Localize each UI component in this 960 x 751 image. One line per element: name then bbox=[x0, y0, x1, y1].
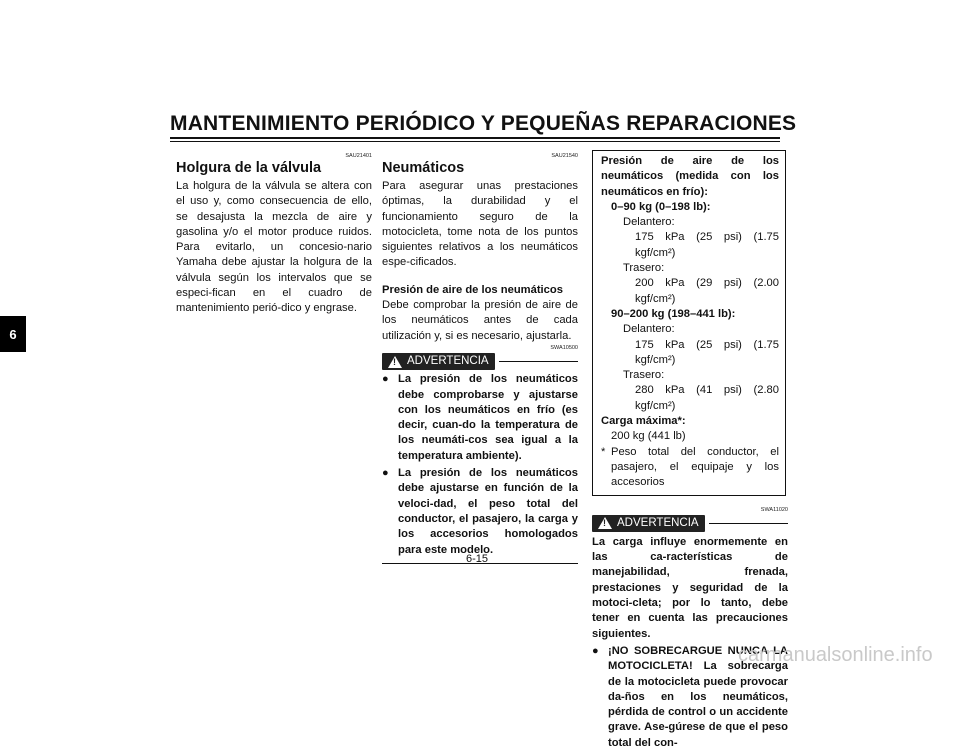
bullet-icon: ● bbox=[592, 644, 599, 657]
warning-code: SWA10500 bbox=[550, 344, 578, 351]
column-valve-clearance bbox=[176, 152, 372, 317]
section-code: SAU21540 bbox=[551, 153, 578, 159]
warning-badge bbox=[382, 353, 495, 370]
chapter-tab: 6 bbox=[0, 316, 26, 352]
page-number: 6-15 bbox=[466, 553, 489, 565]
load-range-1: 0–90 kg (0–198 lb): bbox=[611, 200, 711, 213]
subsection-heading: Presión de aire de los neumáticos bbox=[382, 283, 563, 296]
max-load-value: 200 kg (441 lb) bbox=[611, 430, 686, 443]
section-body: La holgura de la válvula se altera con el uso y, como consecuencia de ello, se desajusta la mezcla de aire y gasolina y/o el motor produce ruidos. Para evitarlo, un concesio-nario Yamaha debe ajustar la holgura de la válvula según los intervalos que se especi-fican en el cuadro de mantenimiento perió-dico y engrase. bbox=[176, 180, 372, 315]
bullet-icon: ● bbox=[382, 467, 389, 480]
front-pressure-1: 175 kPa (25 psi) (1.75 kgf/cm²) bbox=[635, 231, 779, 259]
bullet-text: La presión de los neumáticos debe comprobarse y ajustarse con los neumáticos en frío (es decir, cuan-do la temperatura de los neumáti-cos sea igual a la temperatura ambiente). bbox=[398, 373, 578, 462]
warning-header bbox=[592, 515, 788, 532]
bullet-text: ¡NO SOBRECARGUE NUNCA LA MOTOCICLETA! La sobrecarga de la motocicleta puede provocar da-ños en los neumáticos, pérdida de control o un accidente grave. Ase-gúrese de que el peso total del con- bbox=[608, 644, 788, 749]
front-label: Delantero: bbox=[623, 323, 675, 336]
column-tires bbox=[382, 152, 578, 564]
section-heading: Holgura de la válvula bbox=[176, 160, 322, 176]
warning-triangle-icon bbox=[598, 517, 612, 529]
rear-pressure-1: 200 kPa (29 psi) (2.00 kgf/cm²) bbox=[635, 277, 779, 305]
bullet-icon: ● bbox=[382, 373, 389, 386]
subsection-body: Debe comprobar la presión de aire de los neumáticos antes de cada utilización y, si es necesario, ajustarla. bbox=[382, 299, 578, 342]
front-pressure-2: 175 kPa (25 psi) (1.75 kgf/cm²) bbox=[635, 338, 779, 366]
rear-label: Trasero: bbox=[623, 369, 665, 382]
front-label: Delantero: bbox=[623, 216, 675, 229]
footnote-text: Peso total del conductor, el pasajero, el equipaje y los accesorios bbox=[611, 445, 779, 489]
warning-code: SWA11020 bbox=[760, 506, 788, 513]
max-load-label: Carga máxima*: bbox=[601, 415, 686, 428]
warning-label: ADVERTENCIA bbox=[617, 516, 699, 529]
warning-text: La carga influye enormemente en las ca-racterísticas de manejabilidad, frenada, prestaciones y seguridad de la motoci-cleta; por lo tanto, debe tener en cuenta las precauciones siguientes. bbox=[592, 535, 788, 640]
bullet-text: La presión de los neumáticos debe ajustarse en función de la veloci-dad, el peso total del conductor, el pasajero, la carga y los accesorios homologados para este modelo. bbox=[398, 467, 578, 556]
header-rule-thin bbox=[170, 141, 780, 142]
tire-pressure-spec-box bbox=[592, 150, 786, 496]
watermark: carmanualsonline.info bbox=[738, 644, 933, 666]
warning-triangle-icon bbox=[388, 356, 402, 368]
warning-bullet bbox=[382, 466, 578, 558]
section-code: SAU21401 bbox=[345, 153, 372, 159]
spec-title: Presión de aire de los neumáticos (medida con los neumáticos en frío): bbox=[601, 155, 779, 198]
section-heading: Neumáticos bbox=[382, 160, 465, 176]
section-intro: Para asegurar unas prestaciones óptimas, la durabilidad y el funcionamiento seguro de la motocicleta, tome nota de los puntos siguientes relativos a los neumáticos espe-cificados. bbox=[382, 180, 578, 269]
warning-label: ADVERTENCIA bbox=[407, 354, 489, 367]
warning-badge bbox=[592, 515, 705, 532]
footnote bbox=[601, 445, 779, 491]
warning-rule bbox=[499, 361, 578, 362]
load-range-2: 90–200 kg (198–441 lb): bbox=[611, 307, 736, 320]
rear-pressure-2: 280 kPa (41 psi) (2.80 kgf/cm²) bbox=[635, 384, 779, 412]
footnote-mark: * bbox=[601, 445, 606, 458]
header-rule bbox=[170, 137, 780, 139]
rear-label: Trasero: bbox=[623, 262, 665, 275]
page-header-title: MANTENIMIENTO PERIÓDICO Y PEQUEÑAS REPARACIONES bbox=[170, 112, 797, 135]
warning-rule bbox=[709, 523, 788, 524]
warning-header bbox=[382, 353, 578, 370]
warning-bullet bbox=[382, 372, 578, 464]
